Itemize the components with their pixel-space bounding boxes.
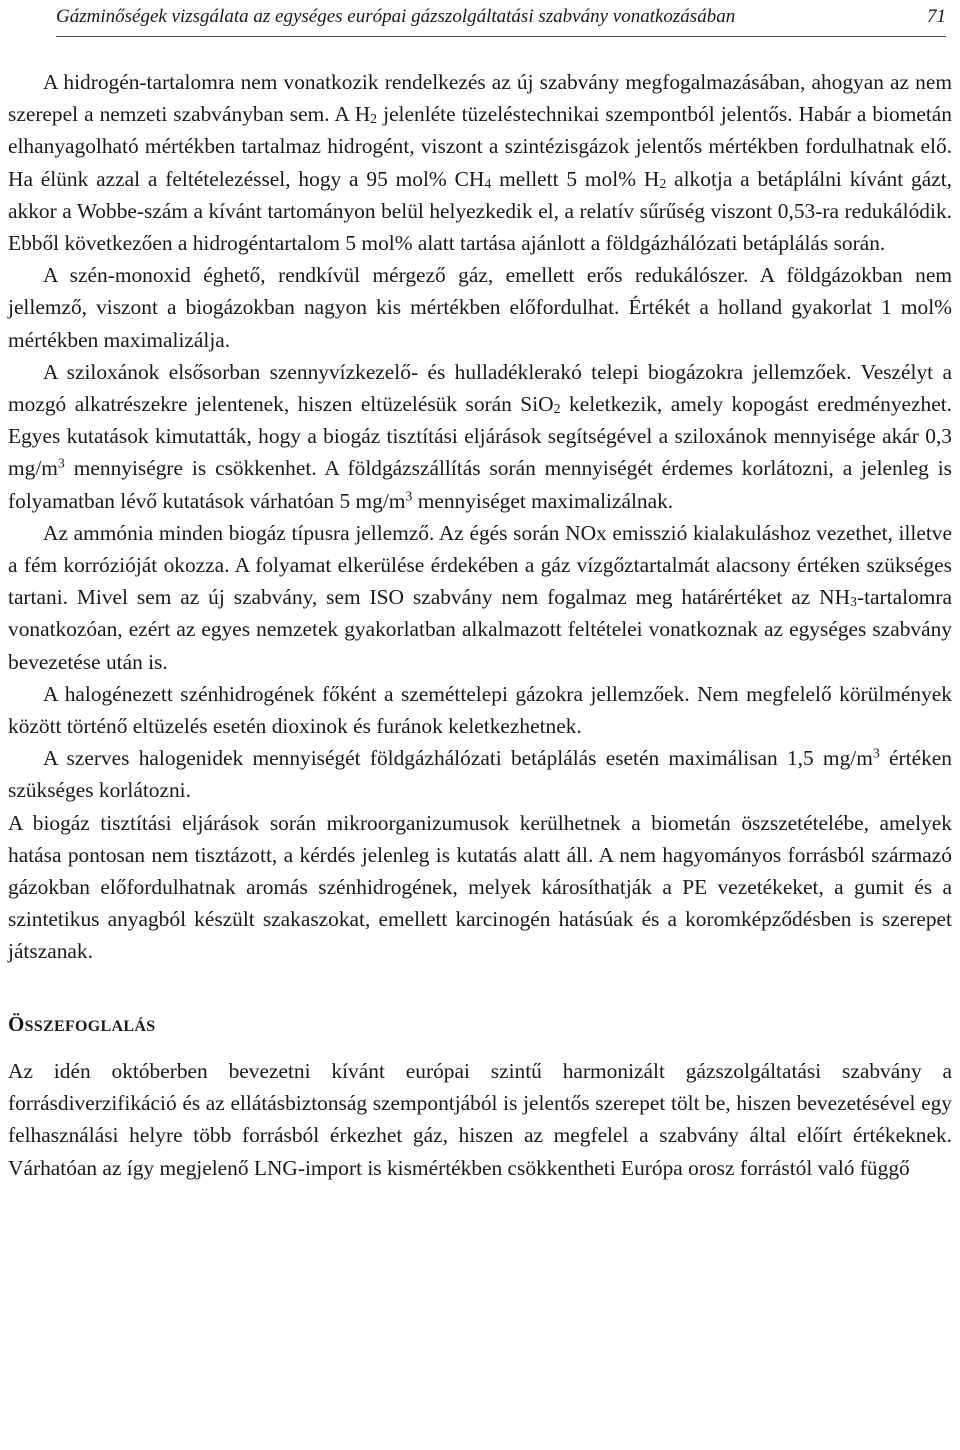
paragraph-siloxanes: A sziloxánok elsősorban szennyvízkezelő- és hulladéklerakó telepi biogázokra jellemzőek. Veszélyt a mozgó alkatrészekre jelentenek, hiszen eltüzelésük során SiO$_2$ keletkezik, amely kopogást eredményezhet. Egyes kutatások kimutatták, hogy a biogáz tisztítási eljárások segítségével a sziloxánok mennyisége akár 0,3 $mg/m^3$ mennyiségre is csökkenhet. A földgázszállítás során mennyiségét érdemes korlátozni, a jelenleg is folyamatban lévő kutatások várhatóan 5 $mg/m^3$ mennyiséget maximalizálnak. [8, 359, 953, 513]
section-heading: ÖSSZEFOGLALÁS [8, 1011, 156, 1036]
paragraph-summary: Az idén októberben bevezetni kívánt európai szintű harmonizált gázszolgáltatási szabvány a forrásdiverzifikáció és az ellátásbiztonság szempontjából is jelentős szerepet tölt be, hiszen bevezetésével egy felhasználási helyre több forrásból érkezhet gáz, hiszen az megfelel a szabvány által előírt értékeknek. Várhatóan az így megjelenő LNG-import is kismértékben csökkentheti Európa orosz forrástól való függő [8, 1058, 952, 1180]
paragraph-microorganisms: A biogáz tisztítási eljárások során mikroorganizumusok kerülhetnek a biometán öszszetételébe, amelyek hatása pontosan nem tisztázott, a kérdés jelenleg is kutatás alatt áll. A nem hagyományos forrásból származó gázokban előfordulhatnak aromás szénhidrogének, melyek károsíthatják a PE vezetékeket, a gumit és a szintetikus anyagból készült szakaszokat, emellett karcinogén hatásúak és a koromképződésben is szerepet játszanak. [8, 810, 952, 964]
page-header [56, 4, 946, 37]
paragraph-carbon-monoxide: A szén-monoxid éghető, rendkívül mérgező gáz, emellett erős redukálószer. A földgázokban nem jellemző, viszont a biogázokban nagyon kis mértékben előfordulhat. Értékét a holland gyakorlat 1 mol% mértékben maximalizálja. [8, 263, 952, 352]
paragraph-ammonia: Az ammónia minden biogáz típusra jellemző. Az égés során NOx emisszió kialakuláshoz vezethet, illetve a fém korrózióját okozza. A folyamat elkerülése érdekében a gáz vízgőztartalmát alacsony értéken szükséges tartani. Mivel sem az új szabvány, sem ISO szabvány nem fogalmaz meg határértéket az $NH_3$-tartalomra vonatkozóan, ezért az egyes nemzetek gyakorlatban alkalmazott feltételei vonatkoznak az egységes szabvány bevezetése után is. [8, 520, 952, 674]
paragraph-halogenated: A halogénezett szénhidrogének főként a szeméttelepi gázokra jellemzőek. Nem megfelelő körülmények között történő eltüzelés esetén dioxinok és furánok keletkezhetnek. [8, 681, 952, 739]
page-body [8, 66, 952, 1184]
paragraph-hydrogen: A hidrogén-tartalomra nem vonatkozik rendelkezés az új szabvány megfogalmazásában, ahogyan az nem szerepel a nemzeti szabványban sem. A $H_2$ jelenléte tüzeléstechnikai szempontból jelentős. Habár a biometán elhanyagolható mértékben tartalmaz hidrogént, viszont a szintézisgázok jelentős mértékben fordulhatnak elő. Ha élünk azzal a feltételezéssel, hogy a 95 mol% $CH_4$ mellett 5 mol% $H_2$ alkotja a betáplálni kívánt gázt, akkor a Wobbe-szám a kívánt tartományon belül helyezkedik el, a relatív sűrűség viszont 0,53-ra redukálódik. Ebből következően a hidrogéntartalom 5 mol% alatt tartása ajánlott a földgázhálózati betáplálás során. [8, 70, 953, 256]
page-number: 71 [927, 6, 946, 27]
running-title: Gázminőségek vizsgálata az egységes európai gázszolgáltatási szabvány vonatkozásában [56, 6, 736, 27]
paragraph-organic-halides: A szerves halogenidek mennyiségét földgázhálózati betáplálás esetén maximálisan 1,5 $mg/m^3$ értéken szükséges korlátozni. [8, 746, 952, 803]
